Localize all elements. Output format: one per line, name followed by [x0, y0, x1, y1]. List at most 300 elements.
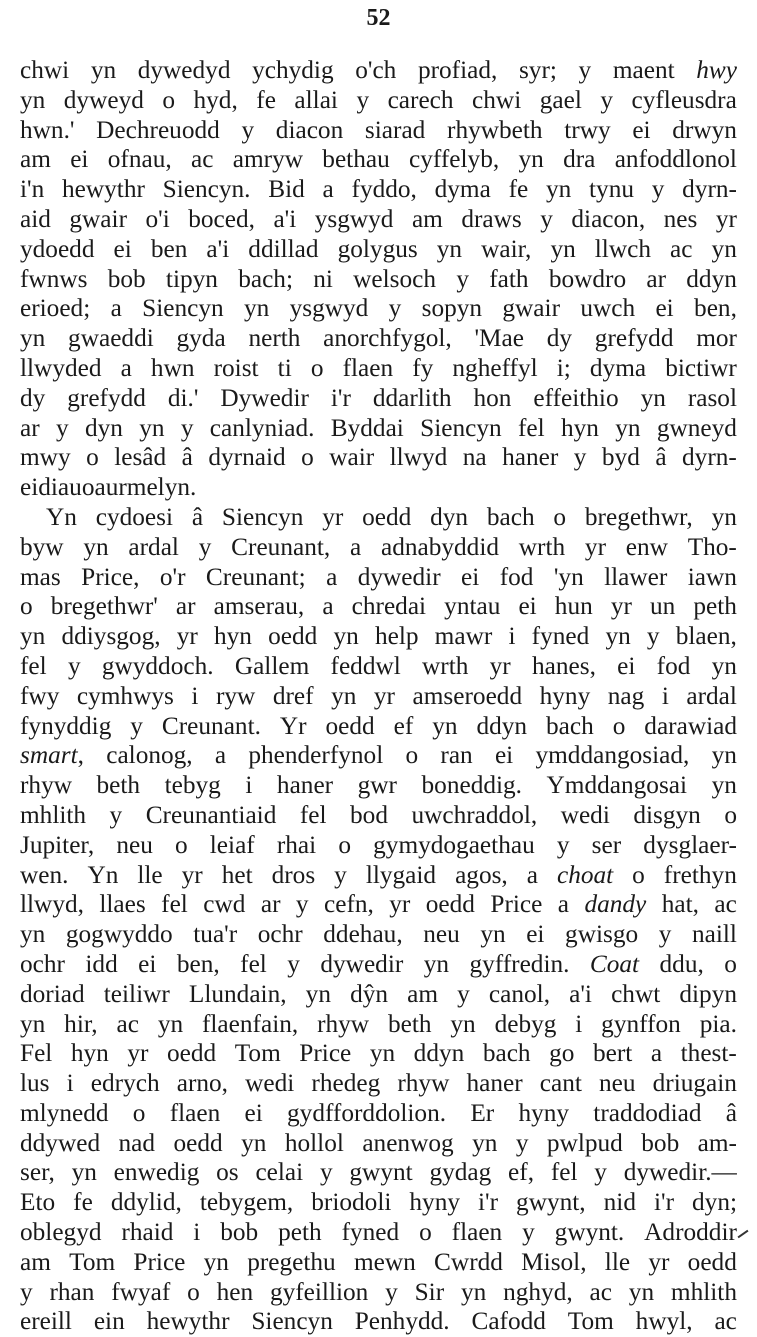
word: yn — [472, 1128, 498, 1157]
word: wedi — [560, 800, 610, 829]
word: tipyn — [165, 264, 218, 293]
word: rhywbeth — [447, 115, 543, 144]
word: beth — [96, 771, 141, 800]
word: y — [456, 264, 469, 293]
paragraph — [20, 56, 737, 503]
word: lesâd — [114, 443, 167, 472]
word: rhyw — [317, 1009, 370, 1038]
word: y — [651, 175, 665, 204]
word: ti — [277, 353, 292, 382]
text-line — [20, 1248, 737, 1278]
word: beth — [387, 1009, 432, 1038]
word: disgyn — [633, 800, 701, 829]
word: nid — [603, 1188, 636, 1217]
word: gymydogaethau — [373, 830, 535, 859]
word: hwy — [696, 56, 737, 84]
word: thest- — [680, 1039, 737, 1068]
word: aid — [20, 204, 51, 233]
text-line — [20, 265, 737, 295]
word: hyny — [409, 1188, 460, 1217]
word: ysgwyd — [289, 294, 369, 323]
word: dra — [563, 145, 596, 174]
word: idd — [85, 949, 118, 978]
word: 'yn — [553, 562, 584, 591]
word: llwyd, — [20, 890, 84, 919]
word: bach — [546, 711, 594, 740]
word: yn — [518, 145, 544, 174]
word: fy — [412, 353, 434, 382]
word: y — [388, 294, 402, 323]
word: fod — [499, 562, 534, 591]
word: fyned — [531, 622, 590, 651]
word: Siencyn. — [162, 175, 251, 204]
word: peth — [693, 592, 737, 621]
word: fyddo, — [351, 175, 417, 204]
word: hwn.' — [20, 115, 75, 144]
word: yr — [176, 622, 198, 651]
word: wedi — [245, 1069, 295, 1098]
word: fynyddig — [20, 711, 112, 740]
word: ddyn — [686, 264, 737, 293]
word: draws — [461, 204, 522, 233]
word: i — [508, 622, 516, 651]
word: i'r — [330, 383, 351, 412]
word: Yr — [279, 711, 307, 740]
text-line — [20, 503, 737, 533]
word: o — [724, 949, 737, 978]
word: yn — [423, 949, 450, 978]
word: bregethwr' — [50, 592, 158, 621]
word: gwyddoch. — [101, 651, 214, 680]
text-line — [20, 980, 737, 1010]
word: nad — [118, 1128, 156, 1157]
word: effeithio — [533, 383, 619, 412]
word: y — [130, 711, 143, 740]
word: o'r — [159, 562, 186, 591]
word: golygus — [337, 234, 418, 263]
word: yn — [20, 324, 46, 353]
word: fe — [73, 1188, 93, 1217]
word: Dywedir — [220, 383, 309, 412]
text-line — [20, 1158, 737, 1188]
word: dywedir — [320, 949, 404, 978]
word: Siencyn — [251, 1307, 333, 1336]
word: yntau — [444, 592, 501, 621]
word: ei — [113, 234, 132, 263]
word: frethyn — [663, 860, 737, 889]
word: o — [187, 1277, 200, 1306]
word: i — [193, 1218, 201, 1247]
word: neu — [116, 830, 153, 859]
word: fe — [256, 85, 276, 114]
word: grefydd — [594, 324, 674, 353]
word: y — [573, 443, 587, 472]
word: hollol — [284, 1128, 344, 1157]
word: yn — [711, 234, 737, 263]
text-line — [20, 831, 737, 861]
word: bob — [641, 1128, 680, 1157]
word: sopyn — [421, 294, 483, 323]
word: hir, — [64, 1009, 98, 1038]
word: cydoesi — [95, 502, 174, 531]
word: bert — [592, 1039, 633, 1068]
word: o — [301, 443, 314, 472]
stray-ink-mark — [738, 1230, 749, 1239]
word: yn — [628, 1277, 655, 1306]
word: ardal — [686, 681, 737, 710]
word: gyda — [176, 324, 226, 353]
word: oedd — [425, 890, 475, 919]
word: y — [20, 1277, 33, 1306]
word: yn — [615, 413, 641, 442]
word: Jupiter, — [20, 830, 95, 859]
word: erioed; — [20, 294, 91, 323]
word: gwr — [357, 771, 397, 800]
word: gwisgo — [565, 920, 639, 949]
word: y — [198, 532, 212, 561]
word: nerth — [248, 324, 301, 353]
word: yn — [241, 1128, 267, 1157]
word: siarad — [364, 115, 426, 144]
word: amseroedd — [412, 681, 523, 710]
word: i'n — [20, 175, 45, 204]
word: o — [419, 1218, 432, 1247]
word: bob — [220, 1218, 259, 1247]
word: y — [287, 949, 300, 978]
word: Yn — [87, 860, 119, 889]
word: o — [310, 353, 324, 382]
word: peth — [278, 1218, 322, 1247]
word: tebygem, — [199, 1188, 294, 1217]
word: hewythr — [62, 175, 145, 204]
word: ac — [714, 1307, 737, 1336]
word: o — [724, 800, 737, 829]
word: fwy — [20, 681, 60, 710]
word: a — [557, 890, 570, 919]
text-line — [20, 414, 737, 444]
word: Tom — [567, 1307, 614, 1336]
word: ar — [646, 264, 667, 293]
word: fath — [489, 264, 529, 293]
word: bethau — [322, 145, 390, 174]
word: bach — [486, 502, 535, 531]
text-line — [20, 294, 737, 324]
word: Eto — [20, 1188, 56, 1217]
word: wrth — [422, 651, 469, 680]
text-line — [20, 1129, 737, 1159]
word: yn — [331, 681, 357, 710]
word: darawiad — [644, 711, 737, 740]
word: nghyd, — [503, 1277, 573, 1306]
word: syr; — [518, 56, 557, 84]
word: y — [319, 1158, 333, 1187]
word: yn — [157, 1009, 184, 1038]
word: a'i — [206, 234, 230, 263]
word: mewn — [353, 1247, 416, 1276]
word: byw — [20, 532, 64, 561]
word: ddarlith — [372, 383, 452, 412]
word: chwi — [20, 56, 70, 84]
word: debyg — [494, 1009, 557, 1038]
word: fel — [550, 1158, 578, 1187]
word: bictiwr — [665, 353, 737, 382]
word: chredai — [351, 592, 427, 621]
word: ofnau, — [107, 145, 172, 174]
text-line — [20, 145, 737, 175]
word: llwyd — [389, 443, 448, 472]
word: fwnws — [20, 264, 88, 293]
word: hyn — [560, 413, 599, 442]
word: mawr — [434, 622, 493, 651]
word: rasol — [687, 383, 737, 412]
word: i'r — [478, 1188, 499, 1217]
word: wair — [329, 443, 375, 472]
word: Dechreuodd — [96, 115, 220, 144]
word: o — [174, 830, 188, 859]
text-line — [20, 920, 737, 950]
word: y — [578, 56, 592, 84]
word: o — [405, 741, 419, 770]
word: arno, — [176, 1069, 228, 1098]
word: dyma — [434, 175, 491, 204]
word: rhan — [49, 1277, 95, 1306]
word: â — [191, 502, 204, 531]
word: Coat — [589, 949, 640, 978]
word: lle — [604, 1247, 631, 1276]
word: ddyn — [413, 1039, 465, 1068]
word: mhlith — [20, 800, 87, 829]
word: ochr — [20, 949, 65, 978]
word: y — [295, 890, 309, 919]
word: am — [20, 1247, 51, 1276]
word: driugain — [652, 1069, 737, 1098]
word: y — [334, 860, 347, 889]
word: yr — [127, 1039, 149, 1068]
word: yn — [711, 741, 737, 770]
word: ychydig — [252, 56, 334, 84]
word: a — [322, 592, 334, 621]
word: trwy — [564, 115, 611, 144]
word: feddwl — [330, 651, 401, 680]
word: ngheffyl — [452, 353, 538, 382]
word: gwair — [502, 294, 560, 323]
word: hyn — [213, 622, 252, 651]
word: dywedir — [357, 562, 441, 591]
word: Creunantiaid — [145, 800, 277, 829]
word: Tho- — [687, 532, 737, 561]
word: â — [181, 443, 193, 472]
word: a — [110, 294, 122, 323]
word: yn — [203, 1247, 229, 1276]
word: cefn, — [324, 890, 374, 919]
word: dyn; — [692, 1188, 737, 1217]
word: gogwyddo — [65, 920, 173, 949]
word: fwyaf — [111, 1277, 171, 1306]
word: cymhwys — [76, 681, 174, 710]
word: tebyg — [164, 771, 221, 800]
word: anfoddlonol — [614, 145, 737, 174]
word: dref — [272, 681, 314, 710]
word: ddylid, — [110, 1188, 182, 1217]
word: o — [81, 473, 95, 502]
word: dyn — [430, 502, 469, 531]
word: ni — [313, 264, 333, 293]
text-line — [20, 1010, 737, 1040]
word: gael — [539, 85, 582, 114]
word: het — [221, 860, 253, 889]
word: o'i — [145, 204, 170, 233]
word: llaes — [99, 890, 146, 919]
word: fe — [508, 175, 529, 204]
word: celai — [255, 1158, 304, 1187]
word: gwynt. — [554, 1218, 625, 1247]
word: yn — [369, 1039, 396, 1068]
word: rhai — [276, 830, 317, 859]
word: gydag — [429, 1158, 492, 1187]
word: oedd — [268, 622, 318, 651]
word: dros — [271, 860, 316, 889]
word: dywedyd — [137, 56, 231, 84]
word: yn — [711, 502, 737, 531]
word: ei — [617, 651, 636, 680]
word: pwlpud — [546, 1128, 623, 1157]
text-line — [20, 473, 737, 503]
text-line — [20, 1307, 737, 1337]
word: un — [649, 592, 676, 621]
word: ei — [70, 145, 89, 174]
word: Ymddangosai — [546, 771, 688, 800]
word: o — [162, 85, 176, 114]
word: pia. — [699, 1009, 737, 1038]
word: dyrn- — [682, 443, 737, 472]
word: y — [594, 1158, 607, 1187]
word: Gallem — [234, 651, 310, 680]
text-line — [20, 354, 737, 384]
text-line — [20, 1039, 737, 1069]
word: canlyniad. — [209, 413, 315, 442]
word: y — [356, 85, 370, 114]
word: hyny — [518, 1098, 570, 1127]
word: gynffon — [601, 1009, 681, 1038]
word: ei — [632, 115, 651, 144]
word: am — [407, 979, 439, 1008]
word: dŷn — [350, 979, 389, 1008]
word: hat, — [661, 890, 699, 919]
body-text — [20, 56, 737, 1337]
word: enwedig — [113, 1158, 200, 1187]
word: am — [411, 204, 443, 233]
text-line — [20, 235, 737, 265]
word: canol, — [488, 979, 551, 1008]
word: â — [725, 1098, 737, 1127]
word: neu — [423, 920, 460, 949]
word: Siencyn — [142, 294, 224, 323]
word: hyd, — [193, 85, 238, 114]
word: haner — [466, 1069, 523, 1098]
word: yn — [83, 532, 109, 561]
word: smart, — [20, 741, 84, 770]
word: pregethu — [247, 1247, 336, 1276]
text-line — [20, 1218, 737, 1248]
word: y — [658, 920, 672, 949]
word: tua'r — [193, 920, 238, 949]
word: Siencyn — [420, 413, 502, 442]
word: ac — [714, 890, 737, 919]
word: yn — [711, 651, 737, 680]
word: Llundain, — [188, 979, 287, 1008]
word: Tom — [69, 1247, 116, 1276]
word: yn — [333, 622, 359, 651]
word: gyfeillion — [269, 1277, 369, 1306]
word: ac — [589, 1277, 612, 1306]
word: mhlith — [670, 1277, 737, 1306]
text-line — [20, 1099, 737, 1129]
word: yn — [90, 56, 117, 84]
word: ei — [526, 920, 545, 949]
word: gwair — [69, 204, 127, 233]
word: byd — [601, 443, 640, 472]
word: yr — [181, 860, 203, 889]
word: 'Mae — [474, 324, 524, 353]
word: adnabyddid — [380, 532, 500, 561]
word: diacon — [275, 115, 344, 144]
word: i — [661, 681, 669, 710]
word: ben — [150, 234, 188, 263]
word: wair, — [481, 234, 532, 263]
word: oedd — [167, 1039, 217, 1068]
word: o — [86, 443, 99, 472]
word: yn — [71, 1158, 97, 1187]
word: naill — [691, 920, 737, 949]
word: bach — [482, 1039, 531, 1068]
word: ddyn — [476, 711, 528, 740]
word: llwch — [594, 234, 651, 263]
word: chwt — [611, 979, 661, 1008]
word: lle — [137, 860, 163, 889]
word: Price — [490, 890, 543, 919]
word: Misol, — [521, 1247, 587, 1276]
word: yn — [305, 979, 331, 1008]
word: a — [120, 353, 132, 382]
text-line — [20, 890, 737, 920]
word: ser, — [20, 1158, 55, 1187]
word: mas — [20, 562, 61, 591]
word: i — [66, 1069, 74, 1098]
word: Price — [299, 1039, 352, 1068]
word: gyffredin. — [469, 949, 570, 978]
word: yn — [550, 234, 576, 263]
paragraph — [20, 503, 737, 1337]
word: hyny — [539, 681, 591, 710]
word: allai — [294, 85, 338, 114]
word: mor — [696, 324, 737, 353]
word: ei — [244, 1098, 263, 1127]
word: calonog, — [106, 741, 193, 770]
word: o — [632, 860, 645, 889]
text-line — [20, 384, 737, 414]
word: ddehau, — [323, 920, 403, 949]
word: llawer — [604, 562, 668, 591]
word: ei — [138, 949, 157, 978]
word: lus — [20, 1069, 50, 1098]
word: a'i — [273, 204, 297, 233]
word: grefydd — [67, 383, 146, 412]
text-line — [20, 1069, 737, 1099]
word: Price, — [81, 562, 140, 591]
word: Price — [133, 1247, 186, 1276]
word: a — [326, 562, 338, 591]
word: blaen, — [675, 622, 737, 651]
